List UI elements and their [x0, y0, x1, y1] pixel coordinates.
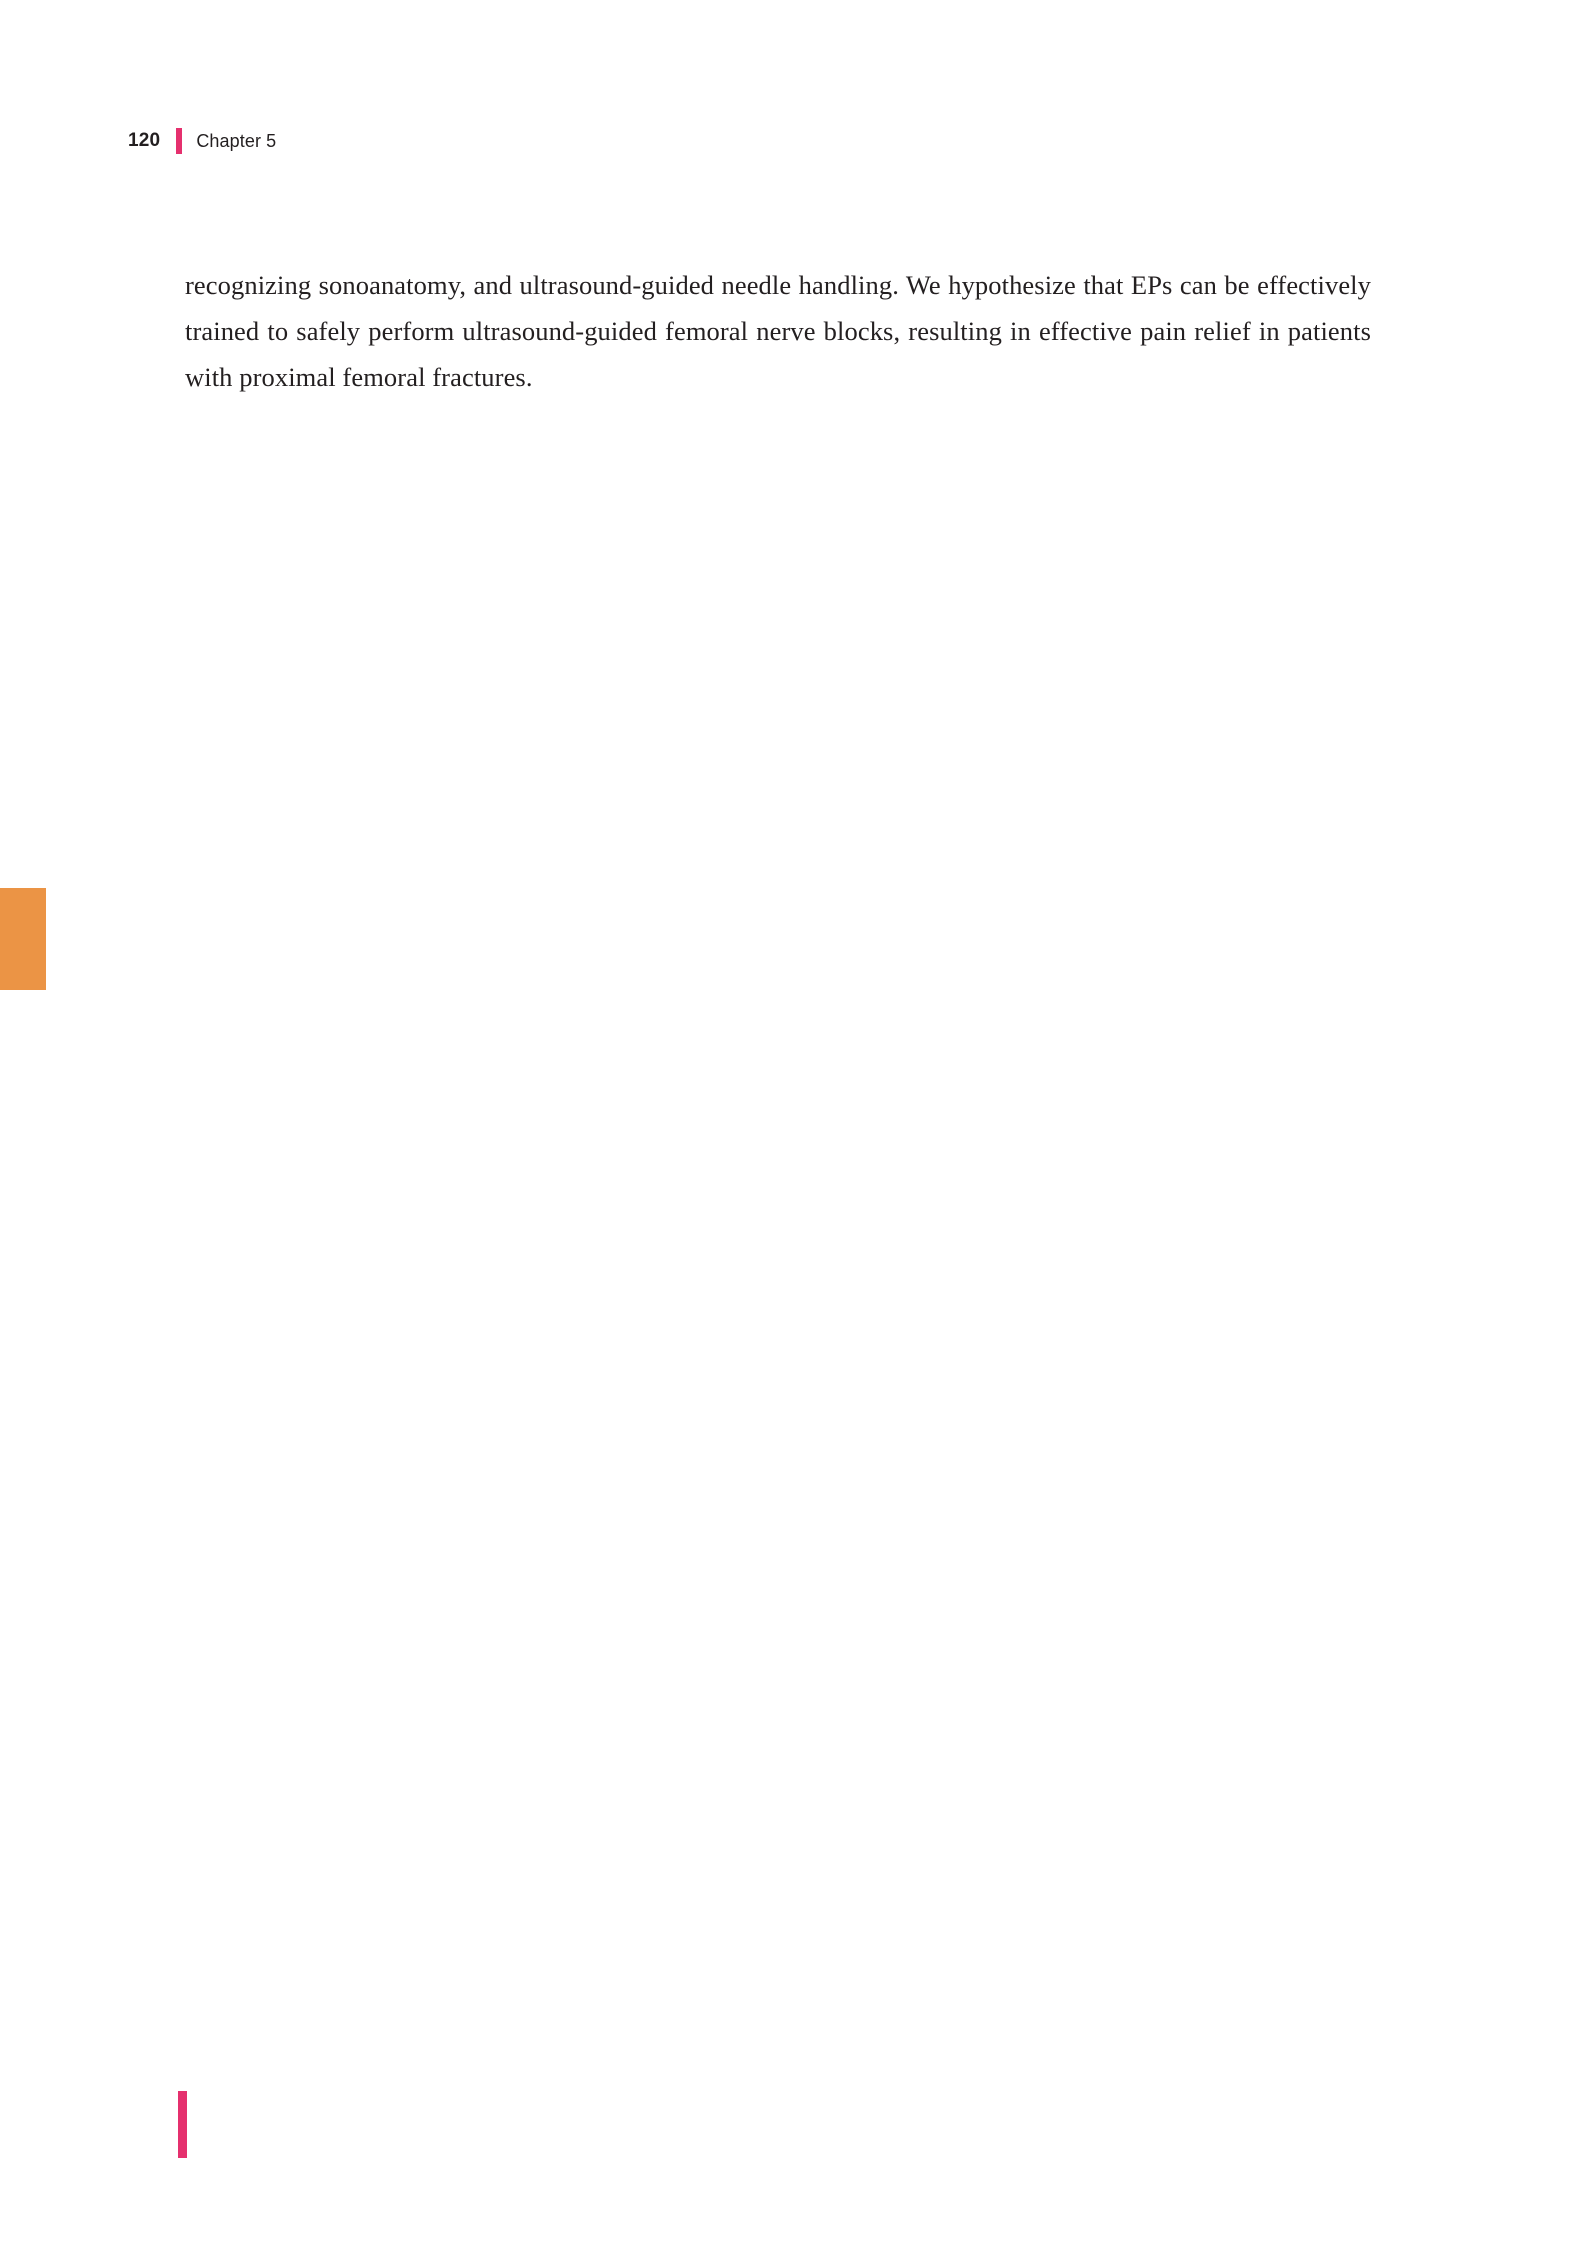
body-text-block [185, 262, 1371, 400]
bottom-page-marker [178, 2091, 187, 2158]
edge-thumb-tab [0, 888, 46, 990]
page-number: 120 [128, 130, 161, 151]
running-head [128, 125, 276, 157]
body-paragraph: recognizing sonoanatomy, and ultrasound-guided needle handling. We hypothesize that EPs can be effectively trained to safely perform ultrasound-guided femoral nerve blocks, resulting in effective pain relief in patients with proximal femoral fractures. [185, 270, 1371, 392]
header-rule-divider [176, 128, 182, 154]
chapter-label: Chapter 5 [196, 130, 277, 151]
